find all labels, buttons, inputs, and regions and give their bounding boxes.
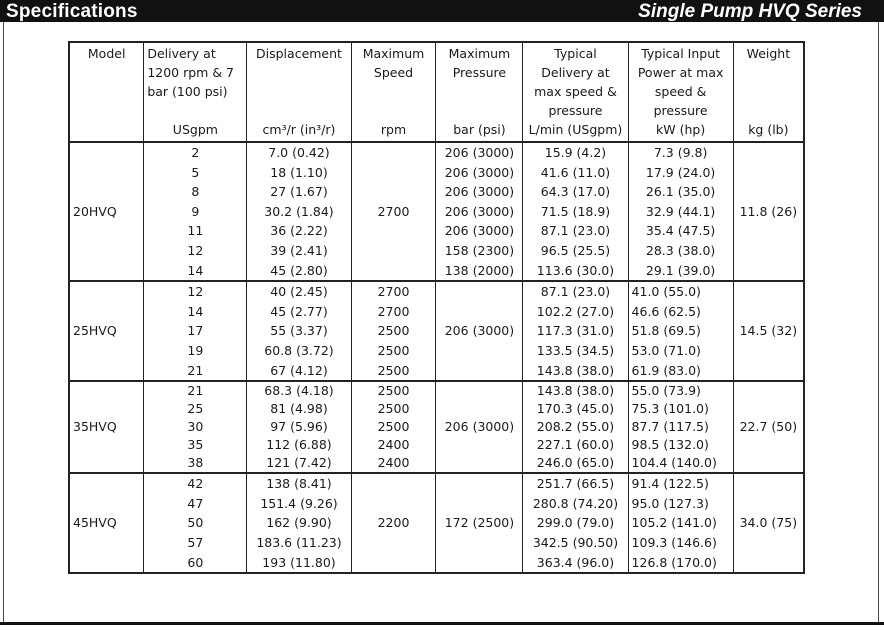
unit-typical-power: kW (hp) [628, 120, 733, 142]
speed-cell: 2500 2500 2500 2400 2400 [351, 381, 436, 473]
pressure-cell: 172 (2500) [436, 473, 523, 573]
pressure-cell: 206 (3000) [436, 381, 523, 473]
unit-typical-delivery: L/min (USgpm) [523, 120, 628, 142]
power-cell: 55.0 (73.9) 75.3 (101.0) 87.7 (117.5) 98.5 (132.0) 104.4 (140.0) [628, 381, 733, 473]
typical-delivery-cell: 87.1 (23.0) 102.2 (27.0) 117.3 (31.0) 133.5 (34.5) 143.8 (38.0) [523, 281, 628, 381]
units-row [69, 120, 804, 142]
power-cell: 91.4 (122.5) 95.0 (127.3) 105.2 (141.0) 109.3 (146.6) 126.8 (170.0) [628, 473, 733, 573]
displacement-cell: 138 (8.41) 151.4 (9.26) 162 (9.90) 183.6 (11.23) 193 (11.80) [247, 473, 351, 573]
column-header-typical-delivery: Typical Delivery at max speed & pressure [523, 42, 628, 120]
displacement-cell: 68.3 (4.18) 81 (4.98) 97 (5.96) 112 (6.88) 121 (7.42) [247, 381, 351, 473]
column-header-weight: Weight [733, 42, 804, 120]
speed-cell: 2200 [351, 473, 436, 573]
delivery-cell: 2 5 8 9 11 12 14 [144, 142, 247, 281]
model-cell: 35HVQ [69, 381, 144, 473]
column-header-displacement: Displacement [247, 42, 351, 120]
power-cell: 41.0 (55.0) 46.6 (62.5) 51.8 (69.5) 53.0 (71.0) 61.9 (83.0) [628, 281, 733, 381]
bottom-rule [0, 622, 884, 625]
column-header-max-pressure: Maximum Pressure [436, 42, 523, 120]
weight-cell: 14.5 (32) [733, 281, 804, 381]
speed-cell: 2700 2700 2500 2500 2500 [351, 281, 436, 381]
model-cell: 25HVQ [69, 281, 144, 381]
pressure-cell: 206 (3000) 206 (3000) 206 (3000) 206 (3000) 206 (3000) 158 (2300) 138 (2000) [436, 142, 523, 281]
model-cell: 20HVQ [69, 142, 144, 281]
table-row-25hvq [69, 281, 804, 381]
column-header-model: Model [69, 42, 144, 120]
delivery-cell: 42 47 50 57 60 [144, 473, 247, 573]
displacement-cell: 40 (2.45) 45 (2.77) 55 (3.37) 60.8 (3.72) 67 (4.12) [247, 281, 351, 381]
table-row-35hvq [69, 381, 804, 473]
page-title: Specifications [6, 1, 138, 22]
weight-cell: 11.8 (26) [733, 142, 804, 281]
column-header-max-speed: Maximum Speed [351, 42, 436, 120]
speed-cell: 2700 [351, 142, 436, 281]
unit-delivery: USgpm [144, 120, 247, 142]
series-title: Single Pump HVQ Series [638, 1, 862, 22]
power-cell: 7.3 (9.8) 17.9 (24.0) 26.1 (35.0) 32.9 (44.1) 35.4 (47.5) 28.3 (38.0) 29.1 (39.0) [628, 142, 733, 281]
typical-delivery-cell: 143.8 (38.0) 170.3 (45.0) 208.2 (55.0) 227.1 (60.0) 246.0 (65.0) [523, 381, 628, 473]
header-row [69, 42, 804, 120]
unit-model [69, 120, 144, 142]
unit-max-pressure: bar (psi) [436, 120, 523, 142]
header-bar [0, 0, 884, 22]
unit-weight: kg (lb) [733, 120, 804, 142]
delivery-cell: 12 14 17 19 21 [144, 281, 247, 381]
displacement-cell: 7.0 (0.42) 18 (1.10) 27 (1.67) 30.2 (1.84) 36 (2.22) 39 (2.41) 45 (2.80) [247, 142, 351, 281]
weight-cell: 34.0 (75) [733, 473, 804, 573]
typical-delivery-cell: 15.9 (4.2) 41.6 (11.0) 64.3 (17.0) 71.5 (18.9) 87.1 (23.0) 96.5 (25.5) 113.6 (30.0) [523, 142, 628, 281]
table-row-20hvq [69, 142, 804, 281]
specifications-table [68, 41, 805, 574]
column-header-typical-power: Typical Input Power at max speed & pressure [628, 42, 733, 120]
column-header-delivery: Delivery at 1200 rpm & 7 bar (100 psi) [144, 42, 247, 120]
delivery-cell: 21 25 30 35 38 [144, 381, 247, 473]
unit-displacement: cm³/r (in³/r) [247, 120, 351, 142]
model-cell: 45HVQ [69, 473, 144, 573]
table-row-45hvq [69, 473, 804, 573]
weight-cell: 22.7 (50) [733, 381, 804, 473]
unit-max-speed: rpm [351, 120, 436, 142]
pressure-cell: 206 (3000) [436, 281, 523, 381]
typical-delivery-cell: 251.7 (66.5) 280.8 (74.20) 299.0 (79.0) 342.5 (90.50) 363.4 (96.0) [523, 473, 628, 573]
